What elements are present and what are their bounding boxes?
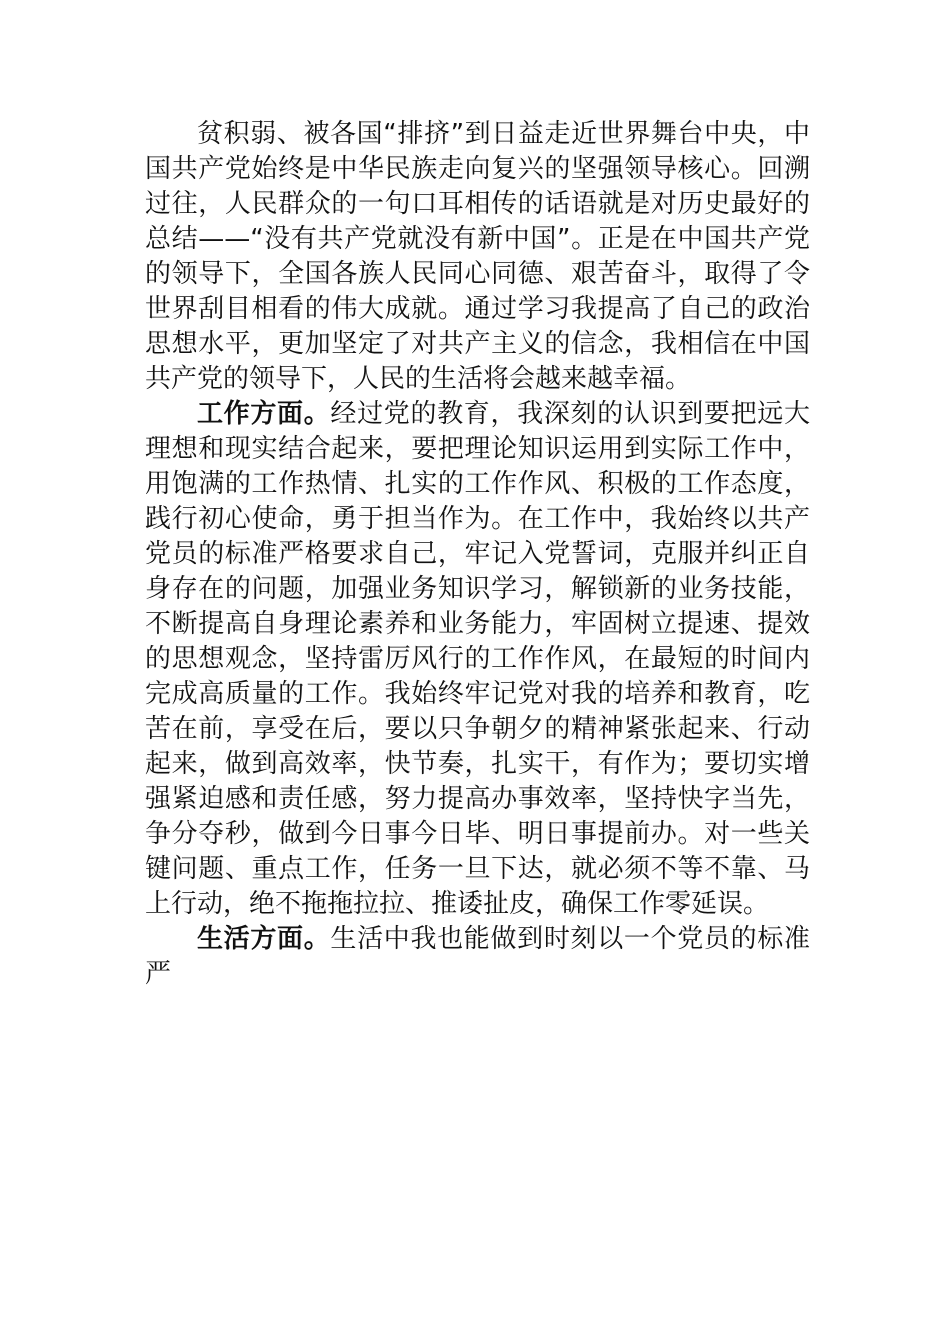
paragraph-life — [145, 922, 810, 992]
paragraph-heading-work: 工作方面。 — [197, 399, 331, 429]
paragraph-text: 生活中我也能做到时刻以一个党员的标准严 — [145, 924, 810, 989]
paragraph-work — [145, 397, 810, 922]
paragraph-text: 贫积弱、被各国“排挤”到日益走近世界舞台中央，中国共产党始终是中华民族走向复兴的坚强领导核心。回溯过往，人民群众的一句口耳相传的话语就是对历史最好的总结——“没有共产党就没有新中国”。正是在中国共产党的领导下，全国各族人民同心同德、艰苦奋斗，取得了令世界刮目相看的伟大成就。通过学习我提高了自己的政治思想水平，更加坚定了对共产主义的信念，我相信在中国共产党的领导下，人民的生活将会越来越幸福。 — [145, 119, 810, 394]
paragraph-intro-continuation — [145, 117, 810, 397]
paragraph-text: 经过党的教育，我深刻的认识到要把远大理想和现实结合起来，要把理论知识运用到实际工作中，用饱满的工作热情、扎实的工作作风、积极的工作态度，践行初心使命，勇于担当作为。在工作中，我始终以共产党员的标准严格要求自己，牢记入党誓词，克服并纠正自身存在的问题，加强业务知识学习，解锁新的业务技能，不断提高自身理论素养和业务能力，牢固树立提速、提效的思想观念，坚持雷厉风行的工作作风，在最短的时间内完成高质量的工作。我始终牢记党对我的培养和教育，吃苦在前，享受在后，要以只争朝夕的精神紧张起来、行动起来，做到高效率，快节奏，扎实干，有作为；要切实增强紧迫感和责任感，努力提高办事效率，坚持快字当先，争分夺秒，做到今日事今日毕、明日事提前办。对一些关键问题、重点工作，任务一旦下达，就必须不等不靠、马上行动，绝不拖拖拉拉、推诿扯皮，确保工作零延误。 — [145, 399, 810, 919]
document-body — [145, 117, 810, 992]
paragraph-heading-life: 生活方面。 — [197, 924, 331, 954]
